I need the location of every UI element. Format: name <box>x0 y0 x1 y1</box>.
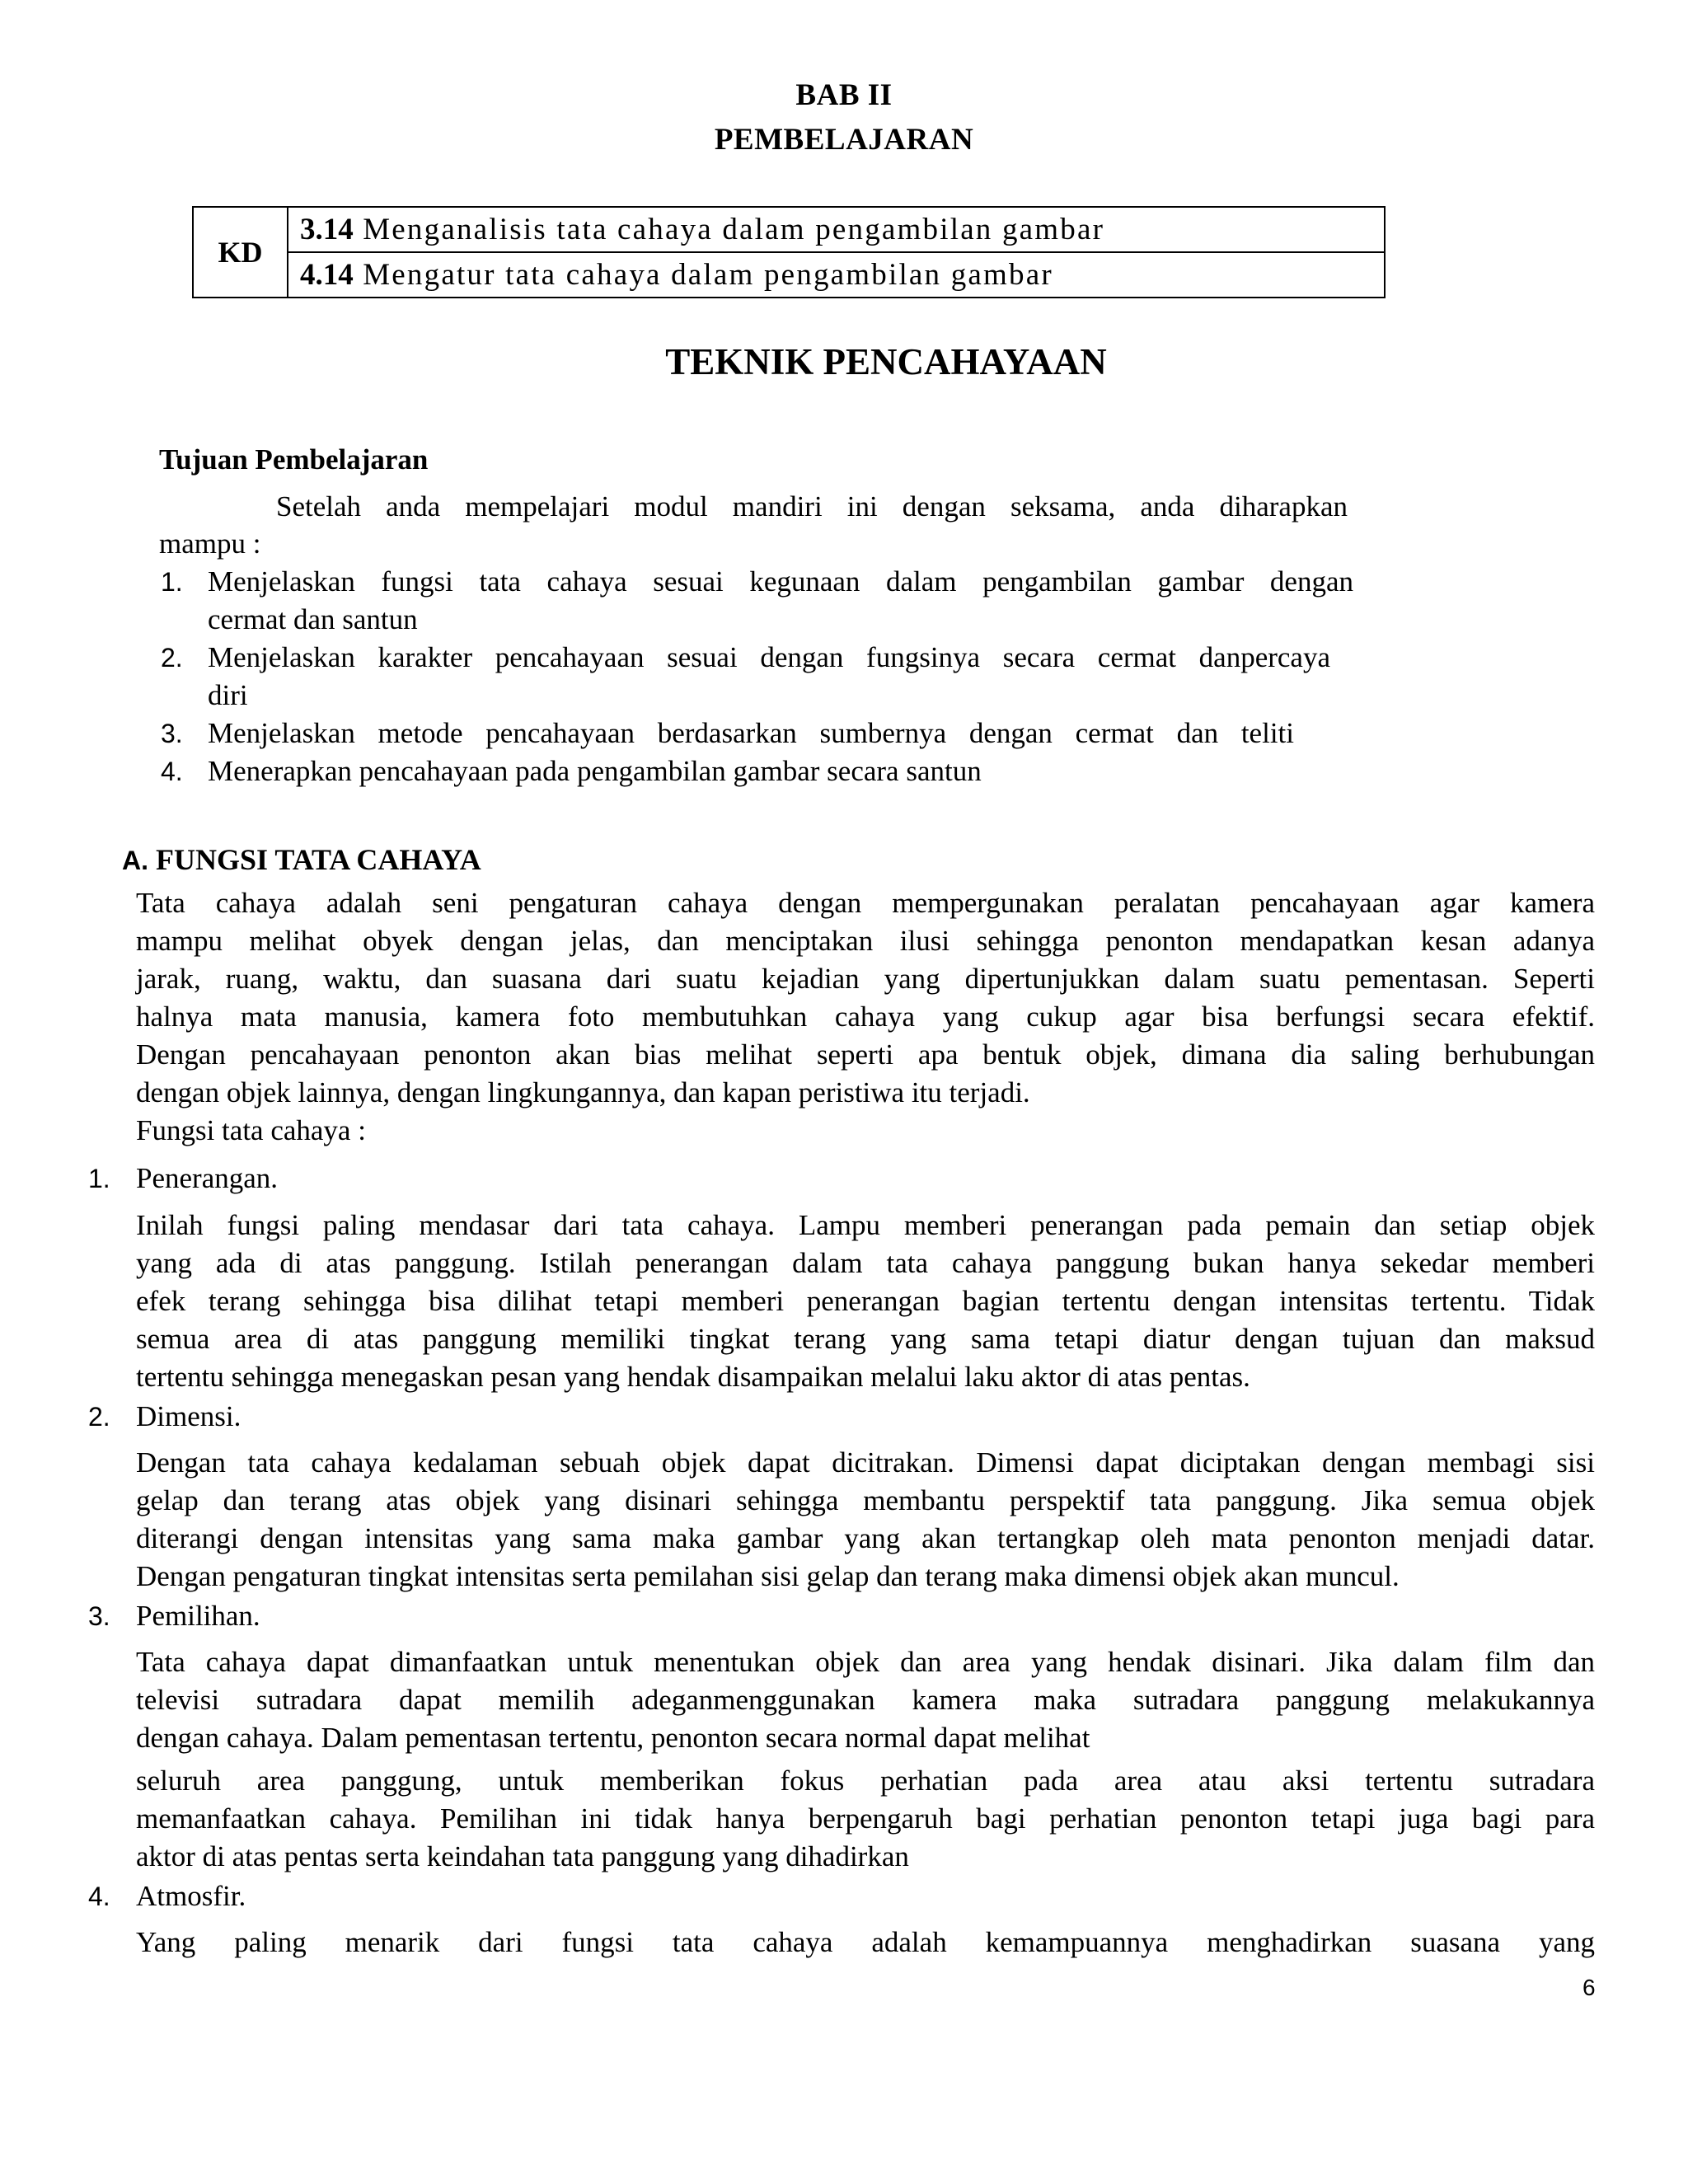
kd-code: 4.14 <box>300 258 354 292</box>
item-title: Pemilihan. <box>136 1600 260 1632</box>
kd-text: Menganalisis tata cahaya dalam pengambilan gambar <box>363 213 1105 246</box>
kd-code: 3.14 <box>300 213 354 246</box>
item-title: Dimensi. <box>136 1400 241 1432</box>
objectives-intro-cont: mampu : <box>159 527 261 560</box>
item-title: Atmosfir. <box>136 1880 246 1912</box>
objective-item: Menerapkan pencahayaan pada pengambilan gambar secara santun <box>208 755 982 787</box>
paragraph-line: Dengan tata cahaya kedalaman sebuah objek dapat dicitrakan. Dimensi dapat diciptakan dengan membagi sisi <box>136 1446 1595 1479</box>
paragraph-line: mampu melihat obyek dengan jelas, dan menciptakan ilusi sehingga penonton mendapatkan kesan adanya <box>136 925 1595 957</box>
list-number: 3. <box>88 1601 110 1631</box>
item-title: Penerangan. <box>136 1162 279 1194</box>
paragraph-line: Dengan pencahayaan penonton akan bias melihat seperti apa bentuk objek, dimana dia saling berhubungan <box>136 1038 1595 1071</box>
paragraph-line: dengan cahaya. Dalam pementasan tertentu, penonton secara normal dapat melihat <box>136 1722 1090 1754</box>
paragraph-line: efek terang sehingga bisa dilihat tetapi memberi penerangan bagian tertentu dengan intensitas tertentu. Tidak <box>136 1285 1595 1317</box>
paragraph-line: gelap dan terang atas objek yang disinari sehingga membantu perspektif tata panggung. Jika semua objek <box>136 1484 1595 1516</box>
kd-row <box>288 208 1384 253</box>
fungsi-label: Fungsi tata cahaya : <box>136 1114 366 1146</box>
list-number: 2. <box>88 1402 110 1432</box>
kd-table <box>192 206 1386 298</box>
chapter-title: PEMBELAJARAN <box>714 123 974 157</box>
paragraph-line: semua area di atas panggung memiliki tingkat terang yang sama tetapi diatur dengan tujuan dan maksud <box>136 1323 1595 1355</box>
page-number: 6 <box>1582 1975 1596 2000</box>
paragraph-line: Inilah fungsi paling mendasar dari tata cahaya. Lampu memberi penerangan pada pemain dan setiap objek <box>136 1209 1595 1241</box>
objectives-intro: Setelah anda mempelajari modul mandiri ini dengan seksama, anda diharapkan <box>276 490 1348 523</box>
paragraph-line: yang ada di atas panggung. Istilah penerangan dalam tata cahaya panggung bukan hanya sekedar memberi <box>136 1247 1595 1279</box>
list-number: 3. <box>161 719 183 748</box>
list-number: 1. <box>161 567 183 597</box>
paragraph-line: memanfaatkan cahaya. Pemilihan ini tidak hanya berpengaruh bagi perhatian penonton tetapi juga bagi para <box>136 1802 1595 1835</box>
section-letter: A. <box>122 846 148 875</box>
objective-item: Menjelaskan karakter pencahayaan sesuai dengan fungsinya secara cermat danpercaya <box>208 641 1330 673</box>
kd-row <box>288 253 1384 298</box>
kd-text: Mengatur tata cahaya dalam pengambilan gambar <box>363 258 1053 292</box>
paragraph-line: seluruh area panggung, untuk memberikan fokus perhatian pada area atau aksi tertentu sutradara <box>136 1765 1595 1797</box>
chapter-label: BAB II <box>795 78 893 112</box>
paragraph-line: jarak, ruang, waktu, dan suasana dari suatu kejadian yang dipertunjukkan dalam suatu pementasan. Seperti <box>136 963 1595 995</box>
paragraph-line: dengan objek lainnya, dengan lingkungannya, dan kapan peristiwa itu terjadi. <box>136 1076 1030 1108</box>
objective-item: Menjelaskan fungsi tata cahaya sesuai kegunaan dalam pengambilan gambar dengan <box>208 565 1353 598</box>
paragraph-line: Dengan pengaturan tingkat intensitas serta pemilahan sisi gelap dan terang maka dimensi objek akan muncul. <box>136 1560 1400 1592</box>
objective-item: Menjelaskan metode pencahayaan berdasarkan sumbernya dengan cermat dan teliti <box>208 717 1294 749</box>
objective-item-cont: diri <box>208 679 248 711</box>
paragraph-line: Yang paling menarik dari fungsi tata cahaya adalah kemampuannya menghadirkan suasana yang <box>136 1926 1595 1958</box>
paragraph-line: aktor di atas pentas serta keindahan tata panggung yang dihadirkan <box>136 1840 909 1872</box>
list-number: 4. <box>88 1882 110 1911</box>
section-heading <box>122 842 481 877</box>
paragraph-line: Tata cahaya adalah seni pengaturan cahaya dengan mempergunakan peralatan pencahayaan agar kamera <box>136 887 1595 919</box>
paragraph-line: Tata cahaya dapat dimanfaatkan untuk menentukan objek dan area yang hendak disinari. Jika dalam film dan <box>136 1646 1595 1678</box>
section-title: FUNGSI TATA CAHAYA <box>156 843 481 876</box>
paragraph-line: televisi sutradara dapat memilih adeganmenggunakan kamera maka sutradara panggung melakukannya <box>136 1684 1595 1716</box>
list-number: 1. <box>88 1164 110 1193</box>
paragraph-line: halnya mata manusia, kamera foto membutuhkan cahaya yang cukup agar bisa berfungsi secara efektif. <box>136 1001 1595 1033</box>
kd-label: KD <box>194 208 288 297</box>
objective-item-cont: cermat dan santun <box>208 603 418 635</box>
objectives-heading: Tujuan Pembelajaran <box>159 443 429 476</box>
page-title: TEKNIK PENCAHAYAAN <box>665 341 1107 382</box>
paragraph-line: diterangi dengan intensitas yang sama maka gambar yang akan tertangkap oleh mata penonton menjadi datar. <box>136 1522 1595 1554</box>
list-number: 2. <box>161 643 183 673</box>
paragraph-line: tertentu sehingga menegaskan pesan yang hendak disampaikan melalui laku aktor di atas pentas. <box>136 1361 1250 1393</box>
list-number: 4. <box>161 757 183 786</box>
